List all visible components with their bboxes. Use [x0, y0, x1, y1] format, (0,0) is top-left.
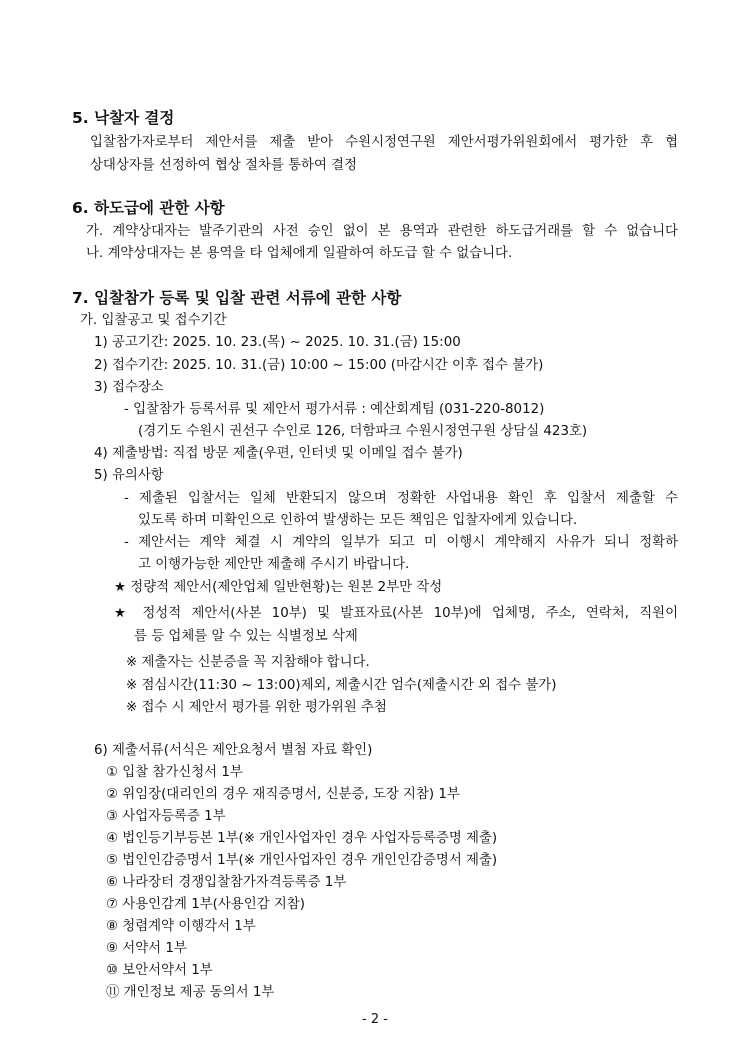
document-item: ⑥ 나라장터 경쟁입찰참가자격등록증 1부 — [106, 875, 347, 890]
submission-place-address: (경기도 수원시 권선구 수인로 126, 더함파크 수원시정연구원 상담실 423호) — [138, 424, 588, 439]
note-1-line-2: 있도록 하며 미확인으로 인하여 발생하는 모든 책임은 입찰자에게 있습니다. — [138, 513, 578, 528]
document-item: ⑤ 법인인감증명서 1부(※ 개인사업자인 경우 개인인감증명서 제출) — [106, 853, 498, 868]
ref-note-2: ※ 점심시간(11:30 ~ 13:00)제외, 제출시간 엄수(제출시간 외 접수 불가) — [126, 678, 557, 693]
star-note-2-line-1: ★ 정성적 제안서(사본 10부) 및 발표자료(사본 10부)에 업체명, 주소, 연락처, 직원이 — [114, 606, 678, 621]
documents-title: 6) 제출서류(서식은 제안요청서 별첨 자료 확인) — [94, 743, 373, 758]
section-6-line-2: 나. 계약상대자는 본 용역을 타 업체에게 일괄하여 하도급 할 수 없습니다. — [86, 246, 513, 261]
section-5-line-1: 입찰참가자로부터 제안서를 제출 받아 수원시정연구원 제안서평가위원회에서 평가한 후 협 — [90, 135, 678, 150]
star-note-2-line-2: 름 등 업체를 알 수 있는 식별정보 삭제 — [134, 629, 358, 644]
star-note-1: ★ 정량적 제안서(제안업체 일반현황)는 원본 2부만 작성 — [114, 580, 443, 595]
section-5-heading: 5. 낙찰자 결정 — [72, 109, 175, 127]
section-5-line-2: 상대상자를 선정하여 협상 절차를 통하여 결정 — [90, 158, 358, 173]
document-item: ② 위임장(대리인의 경우 재직증명서, 신분증, 도장 지참) 1부 — [106, 787, 460, 802]
page-number: - 2 - — [362, 1012, 388, 1027]
note-2-line-2: 고 이행가능한 제안만 제출해 주시기 바랍니다. — [138, 557, 410, 572]
ref-note-3: ※ 접수 시 제안서 평가를 위한 평가위원 추첨 — [126, 700, 387, 715]
document-item: ⑪ 개인정보 제공 동의서 1부 — [106, 985, 275, 1000]
document-item: ⑧ 청렴계약 이행각서 1부 — [106, 919, 256, 934]
document-item: ⑦ 사용인감계 1부(사용인감 지참) — [106, 897, 305, 912]
note-2-line-1: - 제안서는 계약 체결 시 계약의 일부가 되고 미 이행시 계약해지 사유가 되니 정확하 — [124, 535, 678, 550]
section-7-item-a: 가. 입찰공고 및 접수기간 — [80, 313, 227, 328]
submission-place-title: 3) 접수장소 — [94, 380, 164, 395]
submission-method: 4) 제출방법: 직접 방문 제출(우편, 인터넷 및 이메일 접수 불가) — [94, 446, 463, 461]
submission-period: 2) 접수기간: 2025. 10. 31.(금) 10:00 ~ 15:00 (마감시간 이후 접수 불가) — [94, 358, 544, 373]
document-item: ⑨ 서약서 1부 — [106, 941, 187, 956]
announcement-period: 1) 공고기간: 2025. 10. 23.(목) ~ 2025. 10. 31.(금) 15:00 — [94, 335, 461, 350]
document-item: ⑩ 보안서약서 1부 — [106, 963, 213, 978]
ref-note-1: ※ 제출자는 신분증을 꼭 지참해야 합니다. — [126, 655, 370, 670]
section-6-line-1: 가. 계약상대자는 발주기관의 사전 승인 없이 본 용역과 관련한 하도급거래를 할 수 없습니다 — [86, 224, 678, 239]
submission-place-contact: - 입찰참가 등록서류 및 제안서 평가서류 : 예산회계팀 (031-220-8012) — [124, 402, 545, 417]
note-1-line-1: - 제출된 입찰서는 일체 반환되지 않으며 정확한 사업내용 확인 후 입찰서 제출할 수 — [124, 491, 678, 506]
document-item: ④ 법인등기부등본 1부(※ 개인사업자인 경우 사업자등록증명 제출) — [106, 831, 498, 846]
notes-title: 5) 유의사항 — [94, 468, 164, 483]
section-7-heading: 7. 입찰참가 등록 및 입찰 관련 서류에 관한 사항 — [72, 289, 402, 307]
document-item: ③ 사업자등록증 1부 — [106, 809, 226, 824]
section-6-heading: 6. 하도급에 관한 사항 — [72, 199, 225, 217]
document-item: ① 입찰 참가신청서 1부 — [106, 765, 243, 780]
